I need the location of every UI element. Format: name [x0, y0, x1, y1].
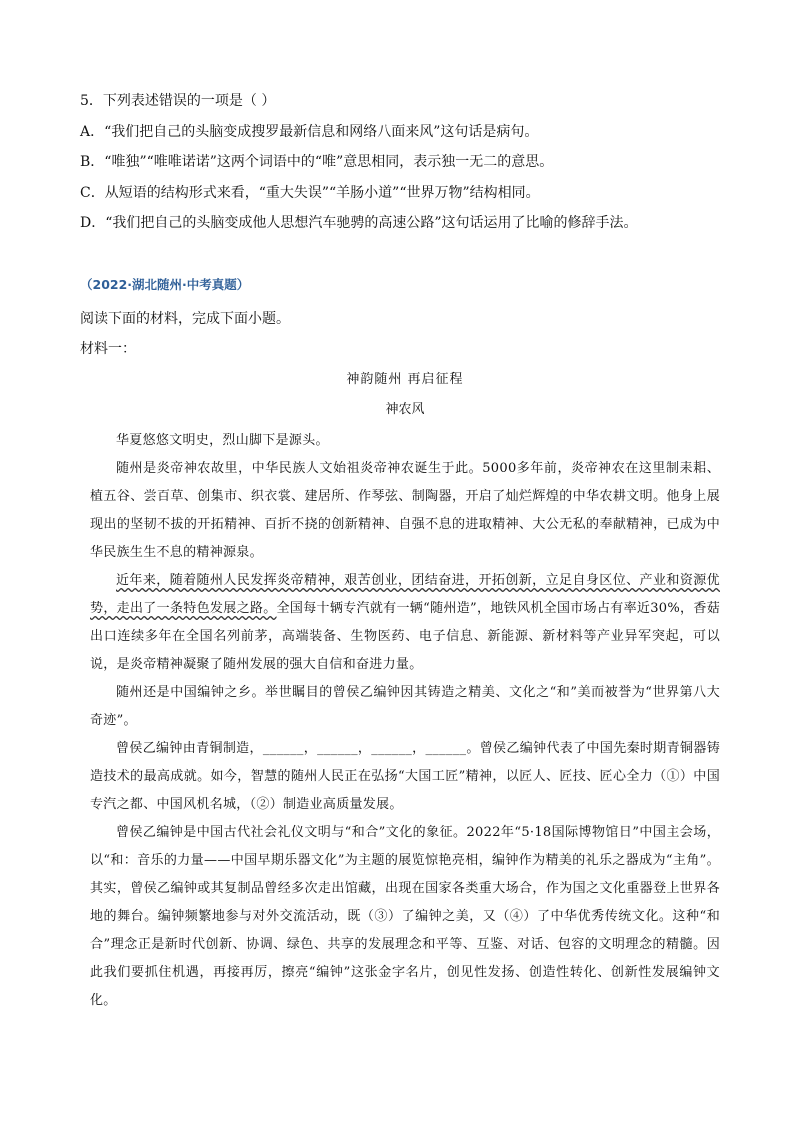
paragraph-1: 华夏悠悠文明史，烈山脚下是源头。 — [116, 433, 329, 448]
question-5 — [80, 86, 740, 239]
paragraph-5: 曾侯乙编钟由青铜制造，______，______，______，______。曾侯乙编钟代表了中国先秦时期青铜器铸造技术的最高成就。如今，智慧的随州人民正在弘扬“大国工匠”精神，以匠人、匠技、匠心全力（①）中国专汽之都、中国风机名城，（②）制造业高质量发展。 — [90, 741, 720, 812]
option-c: C．从短语的结构形式来看，“重大失误”“羊肠小道”“世界万物”结构相同。 — [80, 184, 540, 201]
paragraph-4: 随州还是中国编钟之乡。举世瞩目的曾侯乙编钟因其铸造之精美、文化之“和”美而被誉为“世界第八大奇迹”。 — [90, 685, 720, 728]
option-d: D．“我们把自己的头脑变成他人思想汽车驰骋的高速公路”这句话运用了比喻的修辞手法。 — [80, 215, 638, 231]
instruction-text: 阅读下面的材料，完成下面小题。 — [80, 311, 290, 327]
article — [90, 365, 720, 1015]
article-title: 神韵随州 再启征程 — [346, 372, 464, 387]
paragraph-2: 随州是炎帝神农故里，中华民族人文始祖炎帝神农诞生于此。5000多年前，炎帝神农在这里制耒耜、植五谷、尝百草、创集市、织衣裳、建居所、作琴弦、制陶器，开启了灿烂辉煌的中华农耕文明。他身上展现出的坚韧不拔的开拓精神、百折不挠的创新精神、自强不息的进取精神、大公无私的奉献精神，已成为中华民族生生不息的精神源泉。 — [90, 461, 720, 560]
reading-intro — [80, 304, 290, 364]
source-tag: （2022·湖北随州·中考真题） — [80, 277, 250, 292]
option-a: A．“我们把自己的头脑变成搜罗最新信息和网络八面来风”这句话是病句。 — [80, 123, 539, 140]
underlined-sentence: 近年来，随着随州人民发挥炎帝精神，艰苦创业，团结奋进，开拓创新，立足自身区位、产业和资源优势，走出了一条特色发展之路。 — [90, 573, 720, 616]
article-author: 神农风 — [385, 402, 425, 417]
option-b: B．“唯独”“唯唯诺诺”这两个词语中的“唯”意思相同，表示独一无二的意思。 — [80, 154, 554, 170]
material-label: 材料一： — [80, 341, 136, 357]
question-stem: 5．下列表述错误的一项是（ ） — [80, 93, 276, 109]
paragraph-6: 曾侯乙编钟是中国古代社会礼仪文明与“和合”文化的象征。2022年“5·18国际博物馆日”中国主会场，以“和：音乐的力量——中国早期乐器文化”为主题的展览惊艳亮相，编钟作为精美的礼乐之器成为“主角”。其实，曾侯乙编钟或其复制品曾经多次走出馆藏，出现在国家各类重大场合，作为国之文化重器登上世界各地的舞台。编钟频繁地参与对外交流活动，既（③）了编钟之美，又（④）了中华优秀传统文化。这种“和合”理念正是新时代创新、协调、绿色、共享的发展理念和平等、互鉴、对话、包容的文明理念的精髓。因此我们要抓住机遇，再接再厉，擦亮“编钟”这张金字名片，创见性发扬、创造性转化、创新性发展编钟文化。 — [90, 825, 720, 1008]
paragraph-3 — [90, 567, 720, 679]
paragraph-3-rest: 全国每十辆专汽就有一辆“随州造”，地铁风机全国市场占有率近30%，香菇出口连续多年在全国名列前茅，高端装备、生物医药、电子信息、新能源、新材料等产业异军突起，可以说，是炎帝精神凝聚了随州发展的强大自信和奋进力量。 — [90, 601, 721, 672]
